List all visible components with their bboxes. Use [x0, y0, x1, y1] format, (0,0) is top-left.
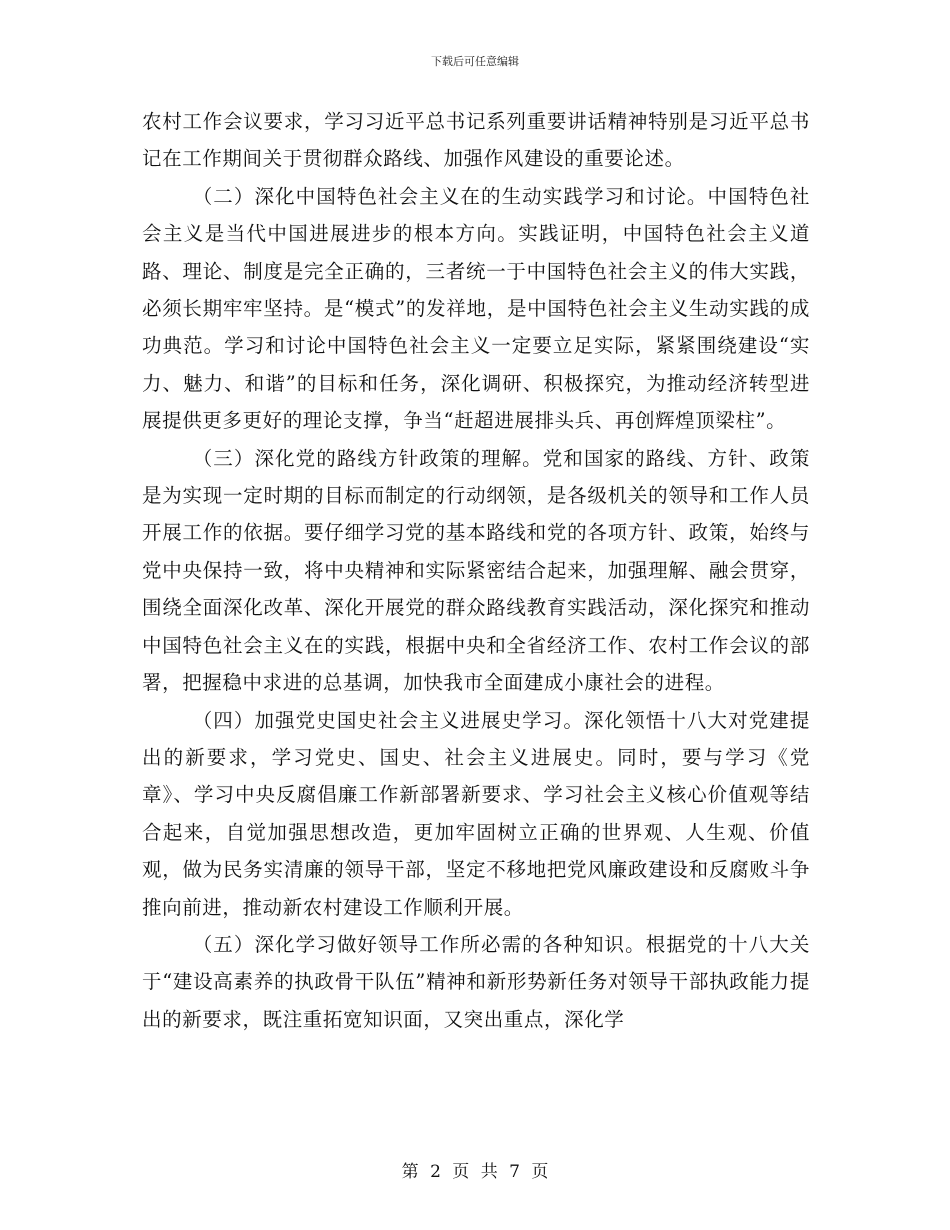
- page-number: 第 2 页 共 7 页: [401, 1162, 549, 1182]
- paragraph-section-4: （四）加强党史国史社会主义进展史学习。深化领悟十八大对党建提出的新要求，学习党史、国史、社会主义进展史。同时，要与学习《党章》、学习中央反腐倡廉工作新部署新要求、学习社会主义核心价值观等结合起来，自觉加强思想改造，更加牢固树立正确的世界观、人生观、价值观，做为民务实清廉的领导干部，坚定不移地把党风廉政建设和反腐败斗争推向前进，推动新农村建设工作顺利开展。: [142, 708, 810, 919]
- paragraph-section-5: （五）深化学习做好领导工作所必需的各种知识。根据党的十八大关于“建设高素养的执政骨干队伍”精神和新形势新任务对领导干部执政能力提出的新要求，既注重拓宽知识面，又突出重点，深化学: [142, 932, 810, 1031]
- paragraph-section-2: （二）深化中国特色社会主义在的生动实践学习和讨论。中国特色社会主义是当代中国进展进步的根本方向。实践证明，中国特色社会主义道路、理论、制度是完全正确的，三者统一于中国特色社会主义的伟大实践，必须长期牢牢坚持。是“模式”的发祥地，是中国特色社会主义生动实践的成功典范。学习和讨论中国特色社会主义一定要立足实际，紧紧围绕建设“实力、魅力、和谐”的目标和任务，深化调研、积极探究，为推动经济转型进展提供更多更好的理论支撑，争当“赶超进展排头兵、再创辉煌顶梁柱”。: [142, 184, 810, 433]
- document-body: [142, 103, 810, 1038]
- page-header-note: 下载后可任意编辑: [431, 55, 519, 68]
- paragraph-section-3: （三）深化党的路线方针政策的理解。党和国家的路线、方针、政策是为实现一定时期的目标而制定的行动纲领，是各级机关的领导和工作人员开展工作的依据。要仔细学习党的基本路线和党的各项方针、政策，始终与党中央保持一致，将中央精神和实际紧密结合起来，加强理解、融会贯穿，围绕全面深化改革、深化开展党的群众路线教育实践活动，深化探究和推动中国特色社会主义在的实践，根据中央和全省经济工作、农村工作会议的部署，把握稳中求进的总基调，加快我市全面建成小康社会的进程。: [142, 446, 810, 695]
- paragraph-continued: 农村工作会议要求，学习习近平总书记系列重要讲话精神特别是习近平总书记在工作期间关于贯彻群众路线、加强作风建设的重要论述。: [142, 110, 810, 171]
